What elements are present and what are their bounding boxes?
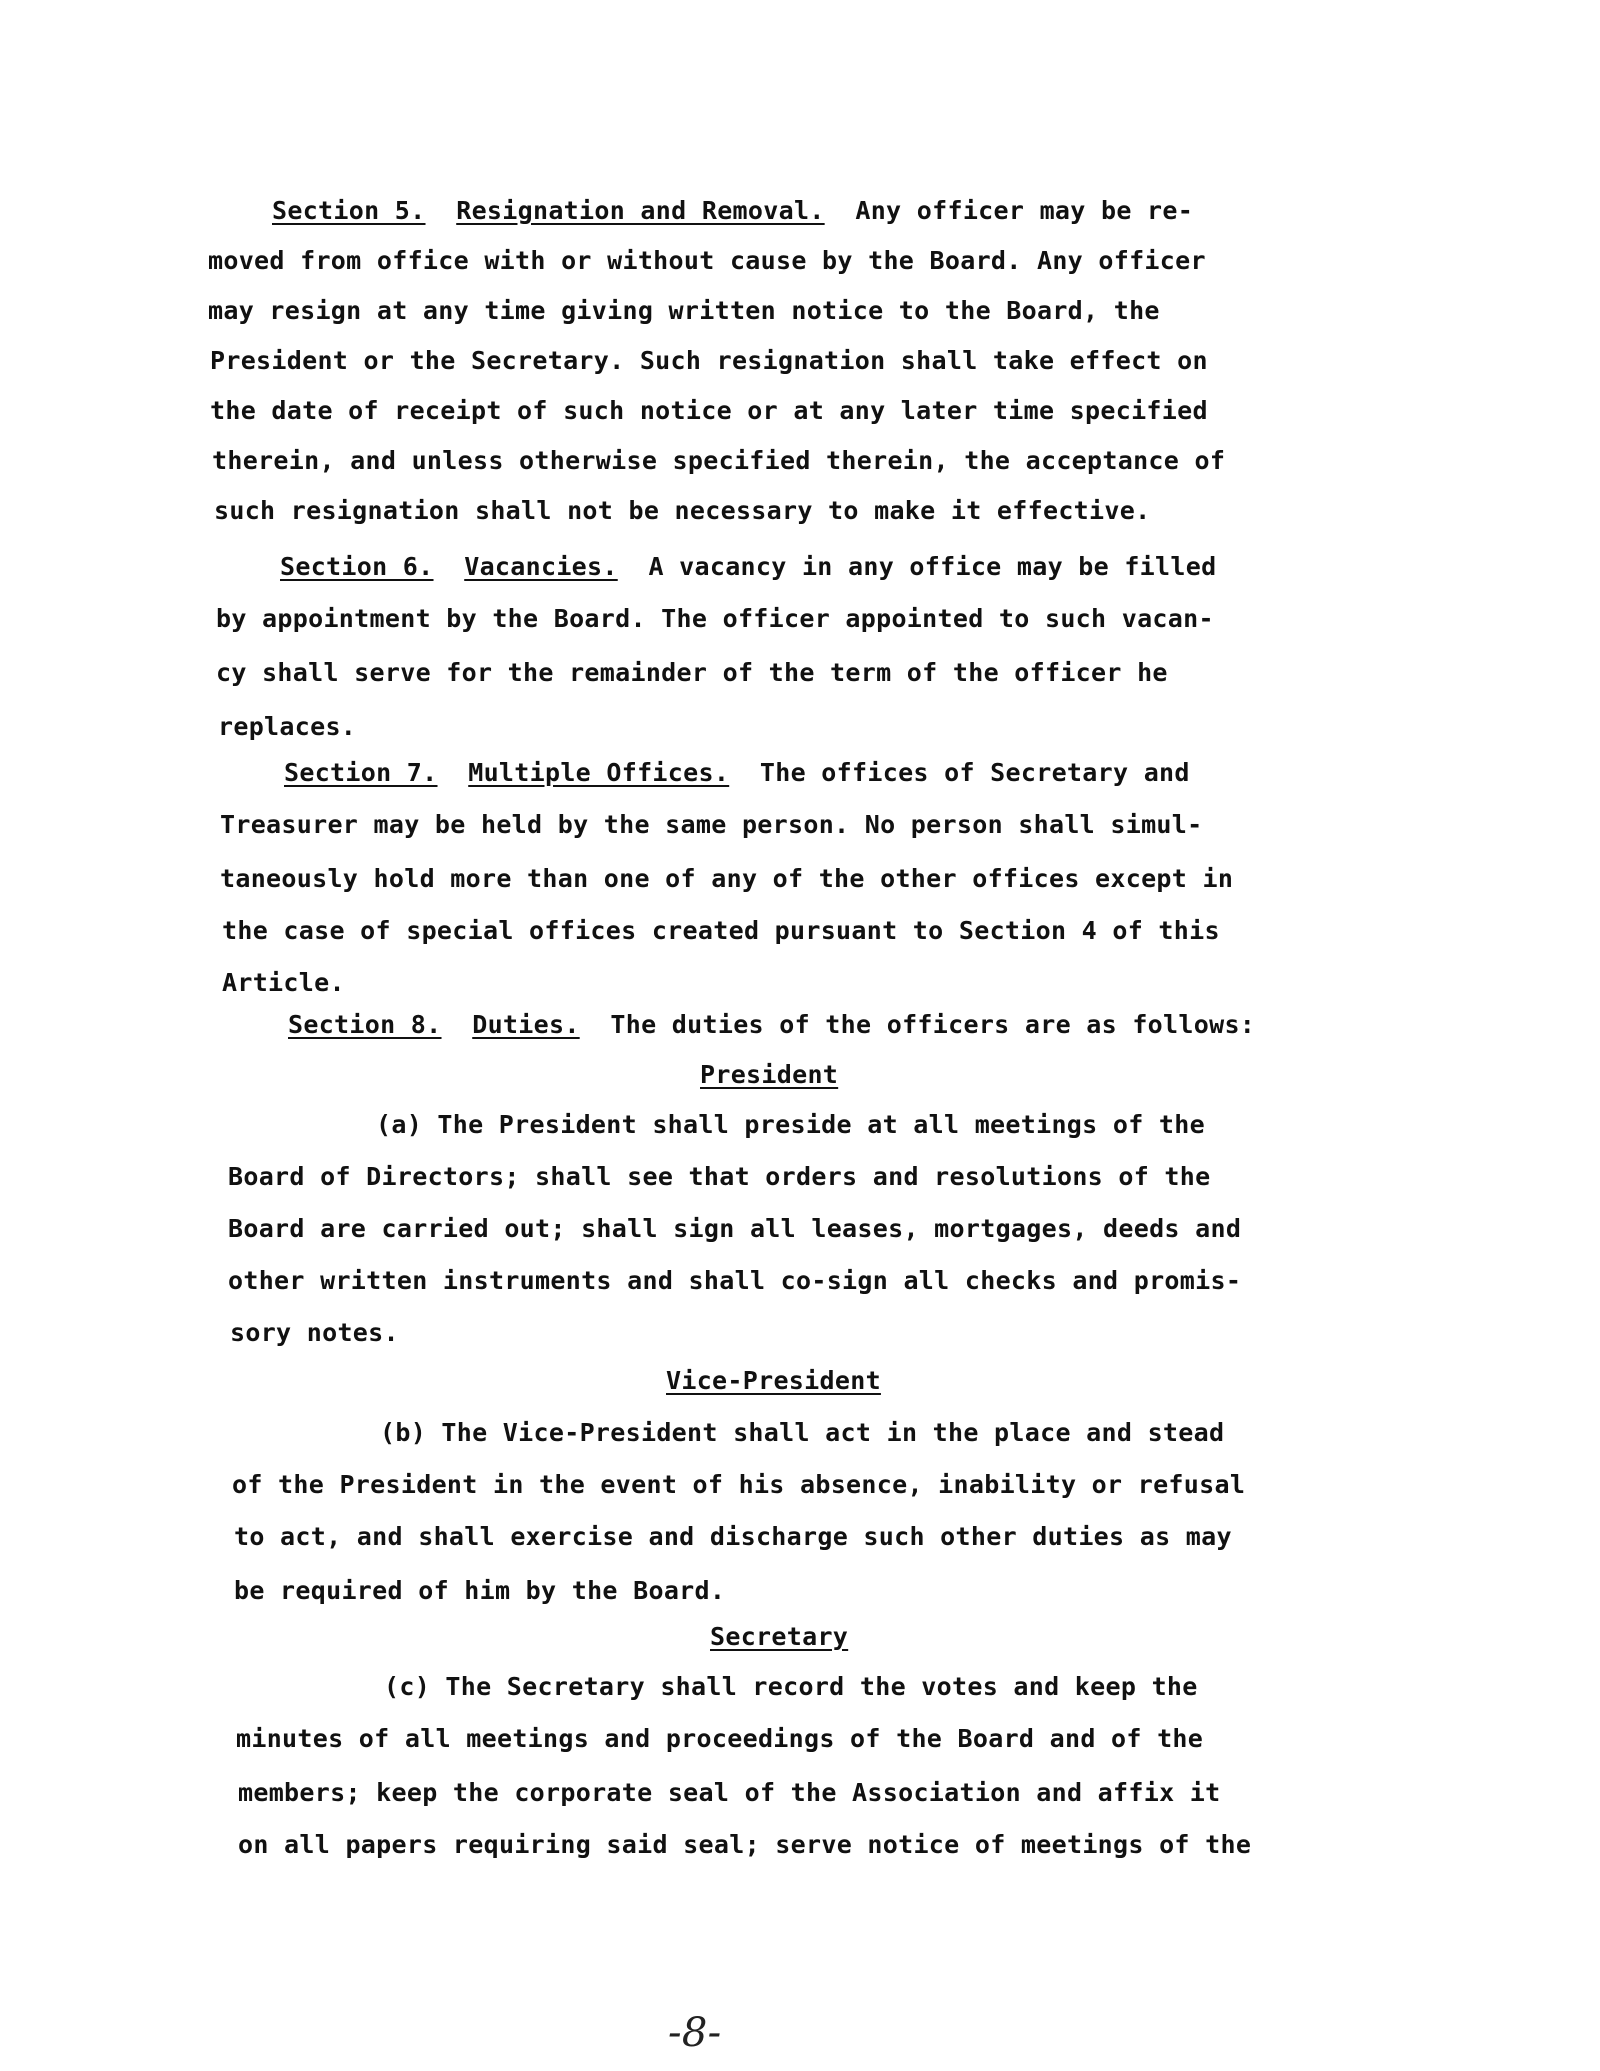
president-line: sory notes. — [230, 1318, 399, 1347]
section-5-first-line — [272, 196, 1193, 225]
section-7-line: taneously hold more than one of any of the other offices except in — [220, 864, 1234, 893]
section-6-label: Section 6. — [280, 552, 434, 581]
section-8-title: Duties. — [472, 1010, 580, 1039]
section-5-line: may resign at any time giving written notice to the Board, the — [208, 296, 1160, 325]
president-line: Board are carried out; shall sign all leases, mortgages, deeds and — [228, 1214, 1242, 1243]
section-8-text: The duties of the officers are as follows: — [610, 1010, 1256, 1039]
section-8-first-line — [288, 1010, 1255, 1039]
president-line: (a) The President shall preside at all meetings of the — [376, 1110, 1205, 1139]
section-5-title: Resignation and Removal. — [456, 196, 825, 225]
section-6-line: replaces. — [218, 712, 357, 741]
vice-president-line: to act, and shall exercise and discharge such other duties as may — [234, 1522, 1232, 1551]
vice-president-heading: Vice-President — [666, 1366, 881, 1395]
secretary-line: (c) The Secretary shall record the votes and keep the — [384, 1672, 1198, 1701]
section-7-text: The offices of Secretary and — [759, 758, 1190, 787]
section-7-line: Article. — [222, 968, 345, 997]
section-8-label: Section 8. — [288, 1010, 442, 1039]
section-5-label: Section 5. — [272, 196, 426, 225]
vice-president-line: of the President in the event of his absence, inability or refusal — [232, 1470, 1246, 1499]
section-6-line: cy shall serve for the remainder of the term of the officer he — [216, 658, 1168, 687]
page-number: -8- — [668, 2010, 722, 2056]
section-5-line: moved from office with or without cause by the Board. Any officer — [208, 246, 1206, 275]
section-7-line: Treasurer may be held by the same person. No person shall simul- — [220, 810, 1203, 839]
section-7-line: the case of special offices created pursuant to Section 4 of this — [222, 916, 1220, 945]
section-6-line: by appointment by the Board. The officer appointed to such vacan- — [216, 604, 1214, 633]
section-6-title: Vacancies. — [464, 552, 618, 581]
section-7-first-line — [284, 758, 1190, 787]
section-5-text: Any officer may be re- — [855, 196, 1194, 225]
section-5-line: such resignation shall not be necessary to make it effective. — [214, 496, 1151, 525]
section-6-first-line — [280, 552, 1216, 581]
president-line: Board of Directors; shall see that orders and resolutions of the — [228, 1162, 1211, 1191]
secretary-heading: Secretary — [710, 1622, 849, 1651]
president-line: other written instruments and shall co-sign all checks and promis- — [228, 1266, 1242, 1295]
section-7-title: Multiple Offices. — [468, 758, 730, 787]
section-5-line: therein, and unless otherwise specified therein, the acceptance of — [212, 446, 1226, 475]
secretary-line: on all papers requiring said seal; serve notice of meetings of the — [238, 1830, 1252, 1859]
vice-president-line: (b) The Vice-President shall act in the place and stead — [380, 1418, 1225, 1447]
section-5-line: the date of receipt of such notice or at any later time specified — [210, 396, 1208, 425]
vice-president-line: be required of him by the Board. — [234, 1576, 726, 1605]
section-6-text: A vacancy in any office may be filled — [648, 552, 1217, 581]
section-5-line: President or the Secretary. Such resignation shall take effect on — [210, 346, 1208, 375]
secretary-line: members; keep the corporate seal of the Association and affix it — [238, 1778, 1221, 1807]
president-heading: President — [700, 1060, 839, 1089]
section-7-label: Section 7. — [284, 758, 438, 787]
secretary-line: minutes of all meetings and proceedings of the Board and of the — [236, 1724, 1204, 1753]
